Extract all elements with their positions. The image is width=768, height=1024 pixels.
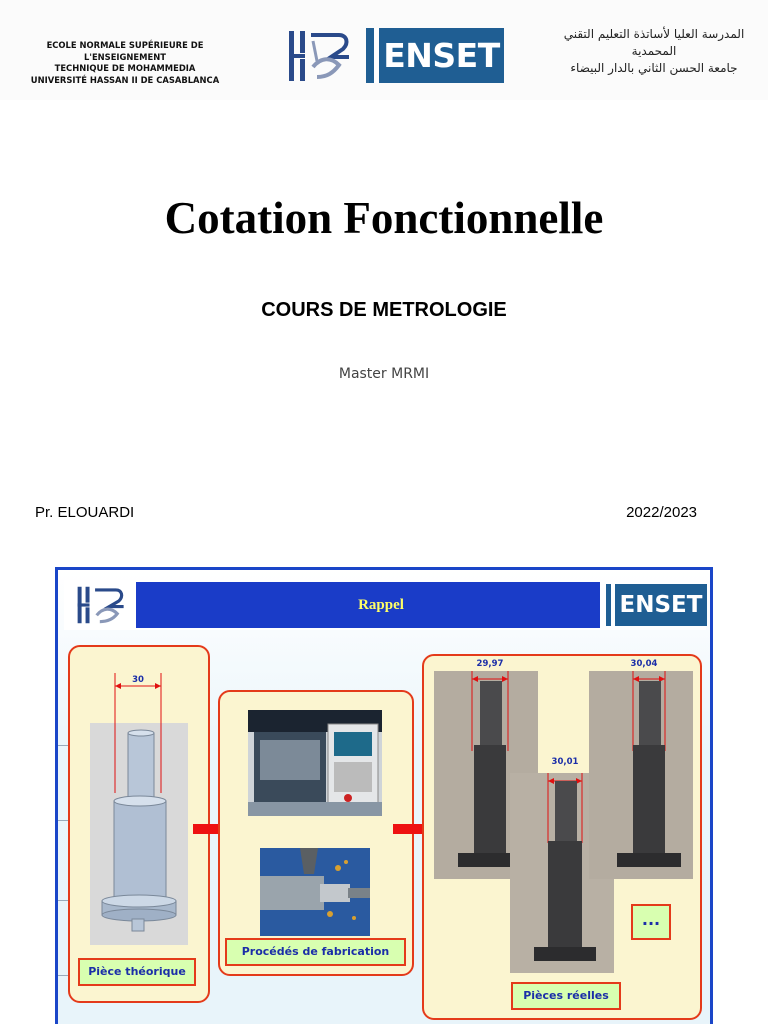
real-dimension: 29,97	[476, 659, 504, 669]
enset-logo-bar	[606, 584, 611, 626]
edge-tick	[56, 975, 68, 976]
slide-header	[64, 580, 706, 630]
edge-tick	[56, 820, 68, 821]
academic-year: 2022/2023	[626, 504, 697, 521]
school-name-line: TECHNIQUE DE MOHAMMEDIA	[54, 63, 196, 73]
edge-tick	[56, 745, 68, 746]
enset-logo-bar	[366, 28, 374, 83]
real-dimension: 30,04	[630, 659, 658, 669]
school-name-line: ECOLE NORMALE SUPÉRIEURE DE L'ENSEIGNEMENT	[46, 40, 204, 62]
theoretical-dimension: 30	[132, 675, 144, 685]
enset-logo-text: ENSET	[379, 28, 504, 83]
document-title: Cotation Fonctionnelle	[164, 193, 604, 243]
university-logo-icon	[72, 582, 134, 628]
theoretical-part-drawing	[88, 673, 190, 948]
school-name-ar-line: المدرسة العليا لأساتذة التعليم التقني	[563, 27, 745, 41]
rappel-slide	[55, 567, 713, 1024]
more-parts-label: ...	[631, 904, 671, 940]
manufacturing-process-label: Procédés de fabrication	[225, 938, 406, 966]
school-name-line: UNIVERSITÉ HASSAN II DE CASABLANCA	[30, 74, 220, 85]
university-logo-icon	[287, 27, 359, 85]
edge-tick	[56, 900, 68, 901]
school-name-ar-line: المحمدية	[631, 44, 677, 58]
turning-tool-photo	[260, 848, 370, 936]
enset-logo	[366, 28, 504, 83]
program-name: Master MRMI	[338, 366, 430, 382]
document-subtitle: COURS DE METROLOGIE	[261, 299, 507, 321]
real-parts-label: Pièces réelles	[511, 982, 621, 1010]
school-name-arabic	[540, 26, 768, 77]
real-dimension: 30,01	[551, 757, 579, 767]
slide-title: Rappel	[358, 597, 404, 613]
document-header	[0, 0, 768, 100]
school-name-french	[6, 40, 244, 86]
cnc-lathe-photo	[248, 710, 382, 816]
theoretical-part-label: Pièce théorique	[78, 958, 196, 986]
school-name-ar-line: جامعة الحسن الثاني بالدار البيضاء	[570, 61, 738, 75]
real-part-photo	[589, 671, 693, 879]
author-name: Pr. ELOUARDI	[35, 504, 135, 521]
enset-logo-text: ENSET	[615, 584, 707, 626]
